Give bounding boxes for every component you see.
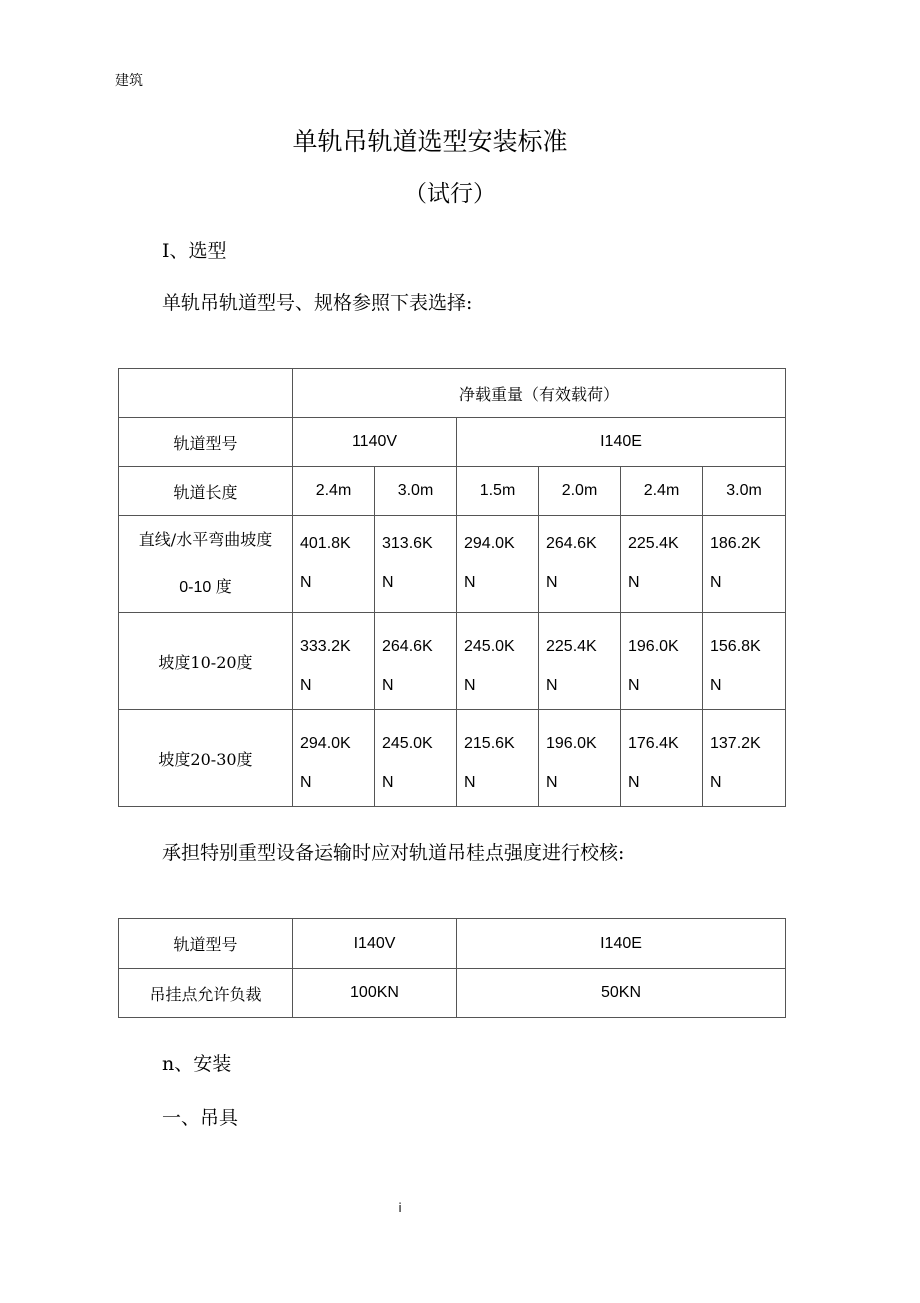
row-label-straight: [119, 516, 293, 613]
load-unit: N: [546, 574, 558, 591]
load-value: 156.8K: [710, 638, 761, 655]
table-corner-cell: [119, 369, 293, 418]
length-label: 轨道长度: [119, 467, 293, 516]
load-value: 137.2K: [710, 735, 761, 752]
allowable-load-value: 50KN: [457, 969, 786, 1018]
verification-note: 承担特别重型设备运输时应对轨道吊桂点强度进行校核:: [162, 842, 625, 864]
subsection-heading-rigging: 一、吊具: [162, 1107, 239, 1129]
model-label: 轨道型号: [119, 919, 293, 969]
load-value-cell: [457, 516, 539, 613]
load-value-cell: [457, 613, 539, 710]
row-label-line: 0-10 度: [179, 579, 232, 596]
load-unit: N: [300, 774, 312, 791]
model-i140v: I140V: [293, 919, 457, 969]
load-value: 294.0K: [464, 535, 515, 552]
load-unit: N: [628, 774, 640, 791]
row-label-slope-20-30: 坡度20-30度: [119, 710, 293, 807]
page-number: i: [398, 1201, 402, 1215]
load-value-cell: [375, 613, 457, 710]
load-value: 225.4K: [546, 638, 597, 655]
load-unit: N: [628, 574, 640, 591]
load-value-cell: [703, 613, 786, 710]
load-value: 264.6K: [546, 535, 597, 552]
document-title: 单轨吊轨道选型安装标准: [292, 127, 568, 156]
length-cell: 2.0m: [539, 467, 621, 516]
load-unit: N: [710, 677, 722, 694]
row-label-slope-10-20: 坡度10-20度: [119, 613, 293, 710]
table-row: [119, 710, 786, 807]
load-unit: N: [546, 677, 558, 694]
load-value-cell: [539, 516, 621, 613]
load-unit: N: [464, 774, 476, 791]
table-row: [119, 516, 786, 613]
load-value-cell: [539, 710, 621, 807]
length-cell: 2.4m: [621, 467, 703, 516]
model-i140e: I140E: [457, 418, 786, 467]
load-value: 196.0K: [546, 735, 597, 752]
load-unit: N: [628, 677, 640, 694]
load-value-cell: [375, 516, 457, 613]
length-cell: 3.0m: [703, 467, 786, 516]
load-value: 294.0K: [300, 735, 351, 752]
load-value-cell: [703, 516, 786, 613]
load-value-cell: [293, 613, 375, 710]
load-unit: N: [382, 574, 394, 591]
load-unit: N: [464, 574, 476, 591]
load-capacity-table: [118, 368, 786, 807]
load-value-cell: [293, 516, 375, 613]
load-value-cell: [293, 710, 375, 807]
load-unit: N: [546, 774, 558, 791]
load-value-cell: [457, 710, 539, 807]
selection-intro: 单轨吊轨道型号、规格参照下表选择:: [162, 292, 473, 314]
section-heading-installation: n、安装: [162, 1053, 232, 1075]
length-cell: 1.5m: [457, 467, 539, 516]
load-unit: N: [710, 574, 722, 591]
load-value-cell: [621, 710, 703, 807]
load-value-cell: [621, 613, 703, 710]
load-value: 264.6K: [382, 638, 433, 655]
page-header: 建筑: [115, 73, 143, 89]
load-value-cell: [703, 710, 786, 807]
load-value-cell: [539, 613, 621, 710]
document-subtitle: （试行）: [404, 181, 496, 207]
load-value: 333.2K: [300, 638, 351, 655]
load-value: 176.4K: [628, 735, 679, 752]
load-unit: N: [300, 574, 312, 591]
section-heading-selection: I、选型: [162, 240, 227, 262]
load-value: 401.8K: [300, 535, 351, 552]
row-label-line: 直线/水平弯曲坡度: [138, 530, 273, 549]
load-value: 225.4K: [628, 535, 679, 552]
model-i140e: I140E: [457, 919, 786, 969]
table-row: [119, 613, 786, 710]
load-value: 313.6K: [382, 535, 433, 552]
load-value: 245.0K: [464, 638, 515, 655]
model-label: 轨道型号: [119, 418, 293, 467]
length-cell: 3.0m: [375, 467, 457, 516]
load-value-cell: [621, 516, 703, 613]
load-unit: N: [382, 774, 394, 791]
load-unit: N: [464, 677, 476, 694]
load-value-cell: [375, 710, 457, 807]
allowable-load-label: 吊挂点允许负裁: [119, 969, 293, 1018]
allowable-load-value: 100KN: [293, 969, 457, 1018]
hanging-point-table: [118, 918, 786, 1018]
load-value: 196.0K: [628, 638, 679, 655]
load-unit: N: [300, 677, 312, 694]
net-load-header: 净载重量（有效载荷）: [293, 369, 786, 418]
load-value: 186.2K: [710, 535, 761, 552]
load-value: 215.6K: [464, 735, 515, 752]
model-1140v: 1140V: [293, 418, 457, 467]
load-unit: N: [710, 774, 722, 791]
load-unit: N: [382, 677, 394, 694]
load-value: 245.0K: [382, 735, 433, 752]
length-cell: 2.4m: [293, 467, 375, 516]
